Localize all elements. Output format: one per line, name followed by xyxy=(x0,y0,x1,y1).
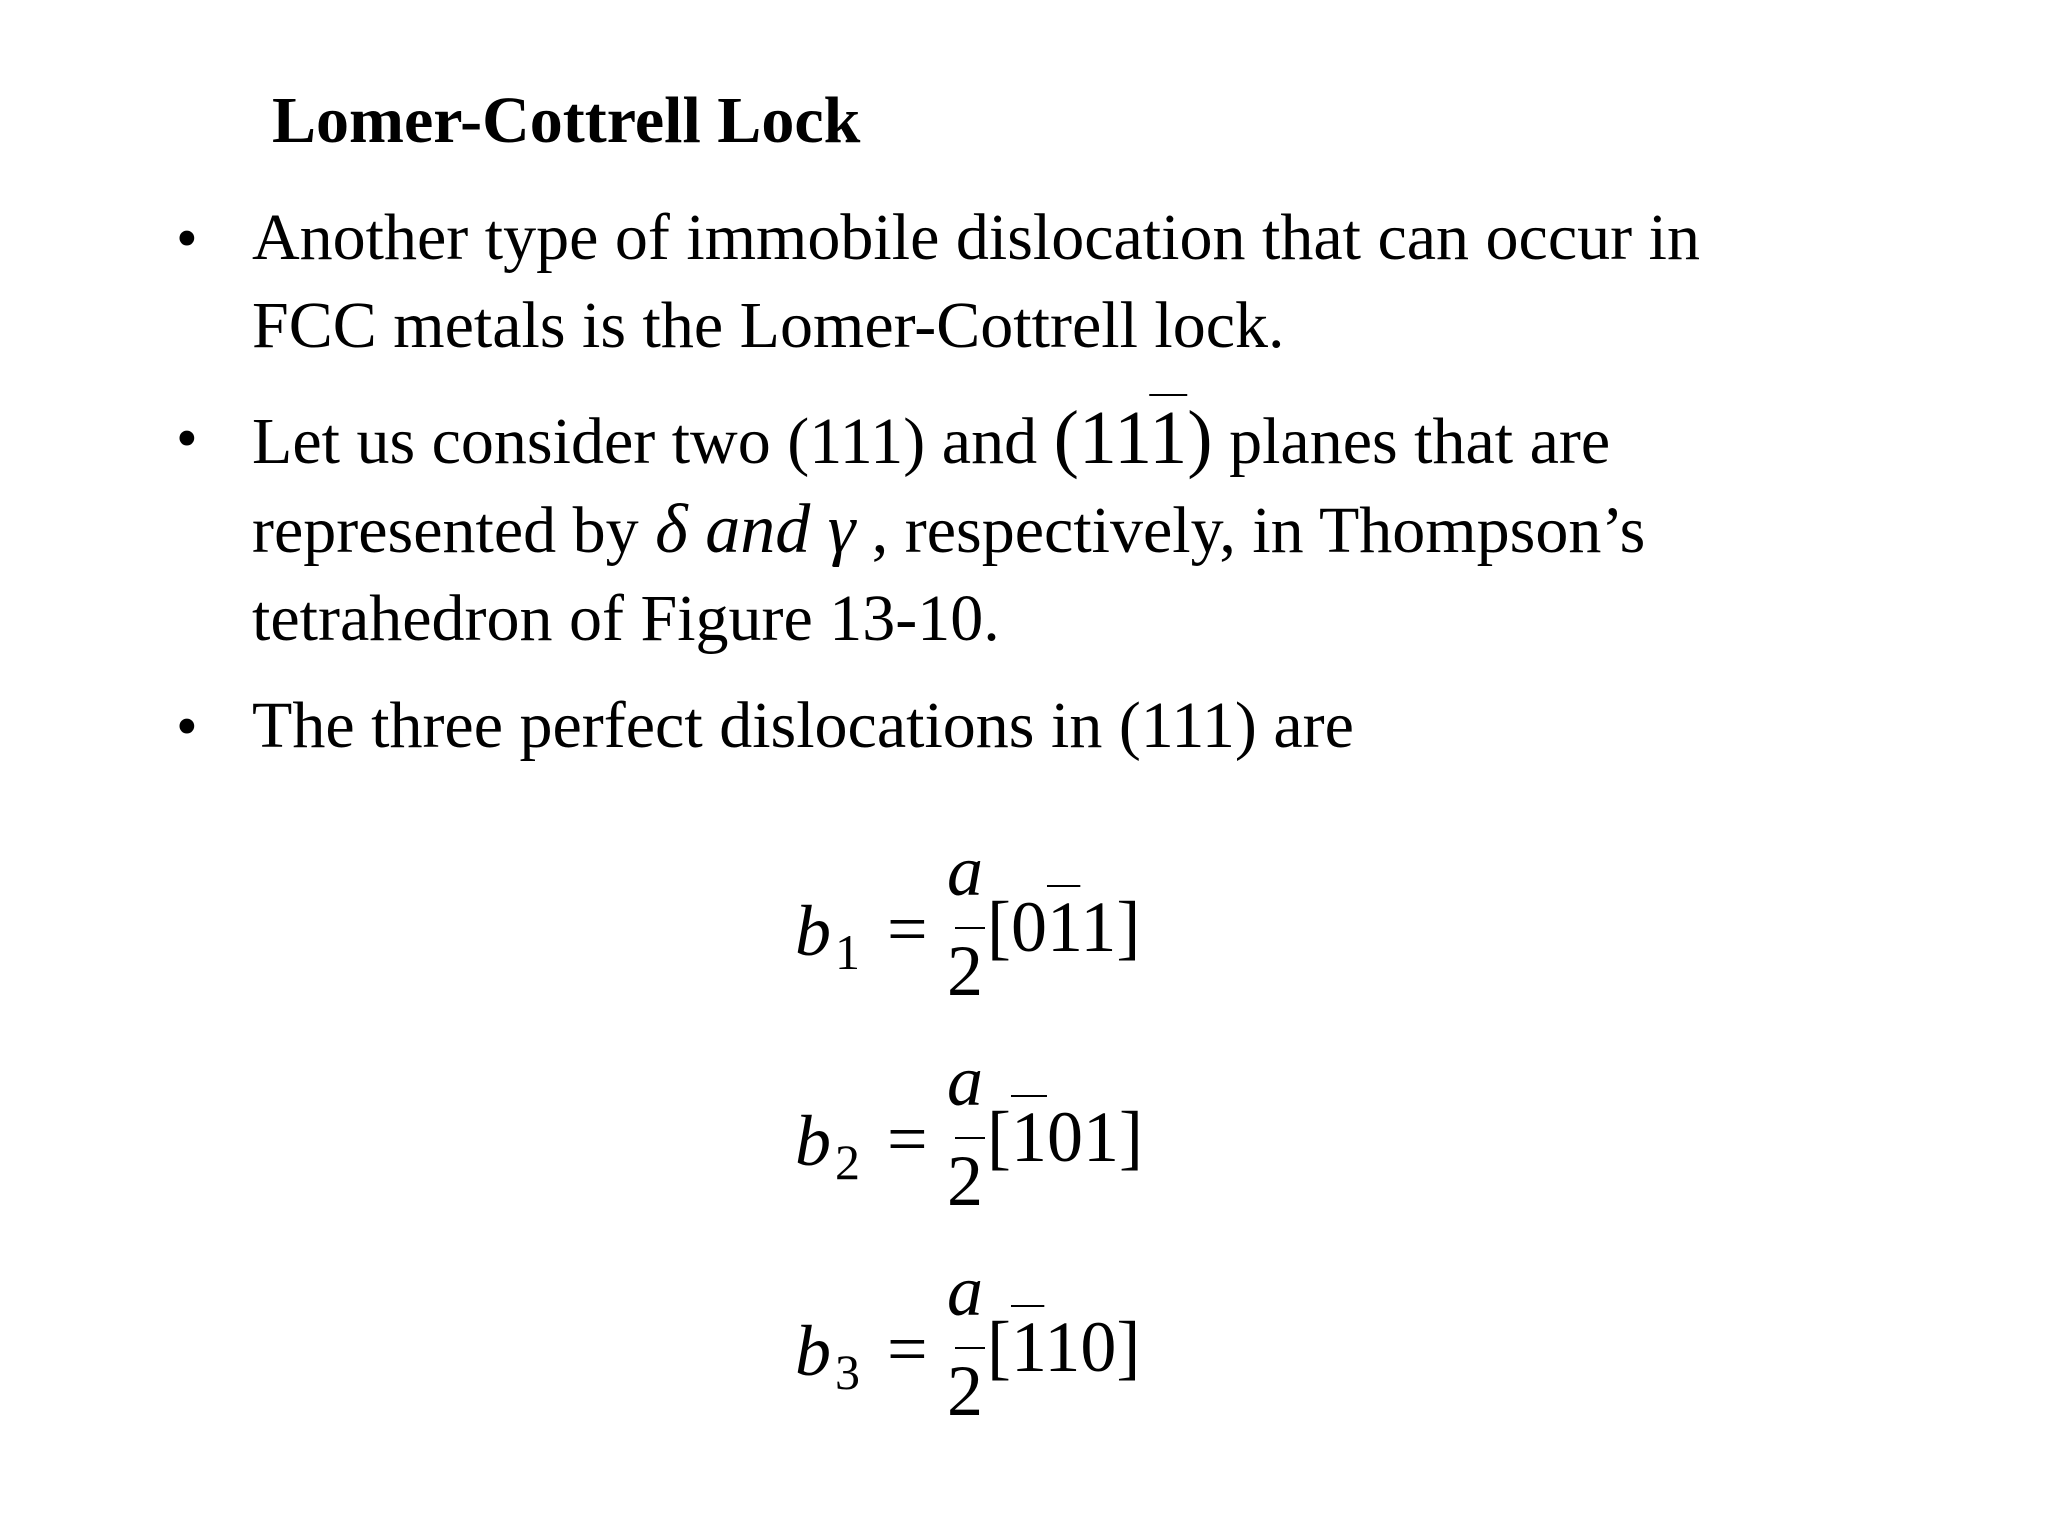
bullet-1-line-2: FCC metals is the Lomer-Cottrell lock. xyxy=(252,289,1285,362)
delta-gamma-math: δ and γ xyxy=(655,491,856,568)
equation-b2 xyxy=(795,1041,1215,1221)
eq1-numerator: a xyxy=(947,831,983,911)
eq2-bar-index: 1 xyxy=(1010,1097,1047,1177)
equation-b3 xyxy=(795,1251,1215,1431)
bullet-text-3 xyxy=(252,682,1972,770)
eq3-numerator: a xyxy=(947,1251,983,1331)
plane-open: (11 xyxy=(1053,396,1150,480)
bullet-2-text-d: , respectively, in Thompson’s xyxy=(855,494,1646,567)
eq2-subscript: 2 xyxy=(835,1134,860,1190)
bullet-text-1 xyxy=(252,194,1972,370)
bullet-2-text-c: represented by xyxy=(252,494,656,567)
plane-close: ) xyxy=(1187,396,1213,480)
eq3-denominator: 2 xyxy=(947,1351,983,1431)
bullet-text-2 xyxy=(252,394,1972,663)
eq3-subscript: 3 xyxy=(835,1344,860,1400)
eq3-bar-index: 1 xyxy=(1010,1307,1045,1387)
bullet-3-line-1: The three perfect dislocations in (111) are xyxy=(252,689,1354,762)
eq3-lhs: b xyxy=(795,1311,831,1391)
plane-bar-index: 1 xyxy=(1149,396,1188,480)
eq1-lhs: b xyxy=(795,891,831,971)
bullet-2-line-1 xyxy=(252,394,1972,486)
eq2-numerator: a xyxy=(947,1041,983,1121)
eq1-bar-index: 1 xyxy=(1046,887,1081,967)
eq2-denominator: 2 xyxy=(947,1141,983,1221)
eq2-direction: [101] xyxy=(987,1097,1143,1177)
bullet-marker-1: • xyxy=(176,205,198,273)
slide-title: Lomer-Cottrell Lock xyxy=(272,84,861,157)
eq1-denominator: 2 xyxy=(947,931,983,1011)
bullet-2-text-a: Let us consider two (111) and xyxy=(252,405,1054,478)
bullet-1-line-1: Another type of immobile dislocation that can occur in xyxy=(252,201,1700,274)
eq3-direction: [110] xyxy=(987,1307,1141,1387)
eq1-equals: = xyxy=(887,889,928,969)
eq1-direction: [011] xyxy=(987,887,1141,967)
equation-b1 xyxy=(795,831,1215,1011)
bullet-2-text-b: planes that are xyxy=(1212,405,1611,478)
eq1-subscript: 1 xyxy=(835,924,860,980)
eq3-fraction-bar xyxy=(955,1347,985,1349)
bullet-2-line-2 xyxy=(252,486,1972,575)
bullet-marker-3: • xyxy=(176,693,198,761)
eq2-equals: = xyxy=(887,1099,928,1179)
eq2-fraction-bar xyxy=(955,1137,985,1139)
eq2-lhs: b xyxy=(795,1101,831,1181)
eq3-equals: = xyxy=(887,1309,928,1389)
bullet-marker-2: • xyxy=(176,405,198,473)
eq1-fraction-bar xyxy=(955,927,985,929)
bullet-2-line-3: tetrahedron of Figure 13-10. xyxy=(252,582,1000,655)
